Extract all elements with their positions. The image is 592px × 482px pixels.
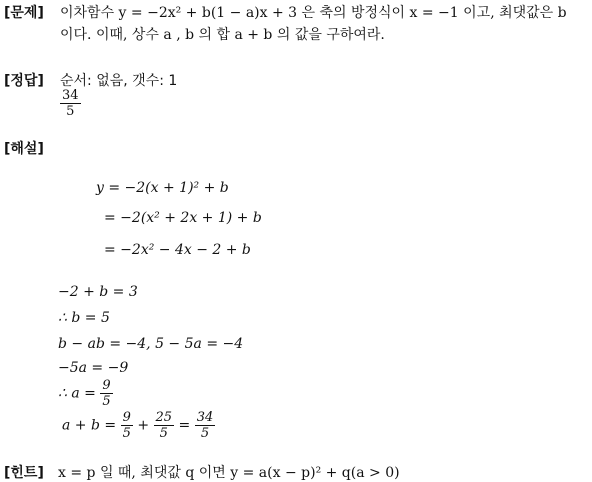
equation-3: = −2x² − 4x − 2 + b (104, 242, 251, 258)
step-6-equals: = (178, 417, 191, 434)
step-6-fraction-1-numerator: 9 (122, 410, 131, 425)
problem-line-1: 이차함수 y = −2x² + b(1 − a)x + 3 은 축의 방정식이 x = −1 이고, 최댓값은 b (60, 5, 567, 21)
answer-label: [정답] (4, 73, 44, 89)
step-6-plus: + (137, 417, 150, 434)
step-6-fraction-1-denominator: 5 (122, 426, 131, 441)
answer-denominator: 5 (60, 103, 81, 119)
problem-label: [문제] (4, 5, 44, 21)
step-1: −2 + b = 3 (58, 284, 138, 300)
step-5 (58, 378, 113, 409)
step-2: ∴ b = 5 (58, 310, 110, 326)
step-6-fraction-2-numerator: 25 (155, 410, 173, 425)
explanation-label: [해설] (4, 141, 44, 157)
step-4: −5a = −9 (58, 360, 129, 376)
step-6 (62, 410, 215, 441)
step-5-prefix: ∴ a = (58, 385, 96, 402)
answer-fraction (60, 88, 81, 119)
step-6-fraction-2-denominator: 5 (154, 425, 175, 441)
answer-text: 순서: 없음, 갯수: 1 (60, 73, 178, 89)
hint-text: x = p 일 때, 최댓값 q 이면 y = a(x − p)² + q(a > 0) (58, 465, 400, 481)
hint-label: [힌트] (4, 465, 44, 481)
step-5-numerator: 9 (102, 378, 111, 393)
step-6-prefix: a + b = (62, 417, 117, 434)
step-3: b − ab = −4, 5 − 5a = −4 (58, 336, 244, 352)
equation-1: y = −2(x + 1)² + b (96, 180, 229, 196)
answer-numerator: 34 (62, 88, 79, 103)
equation-2: = −2(x² + 2x + 1) + b (104, 210, 262, 226)
step-6-fraction-3-numerator: 34 (196, 410, 214, 425)
problem-line-2: 이다. 이때, 상수 a , b 의 합 a + b 의 값을 구하여라. (60, 27, 385, 43)
step-5-denominator: 5 (102, 394, 111, 409)
step-6-fraction-3-denominator: 5 (195, 425, 216, 441)
